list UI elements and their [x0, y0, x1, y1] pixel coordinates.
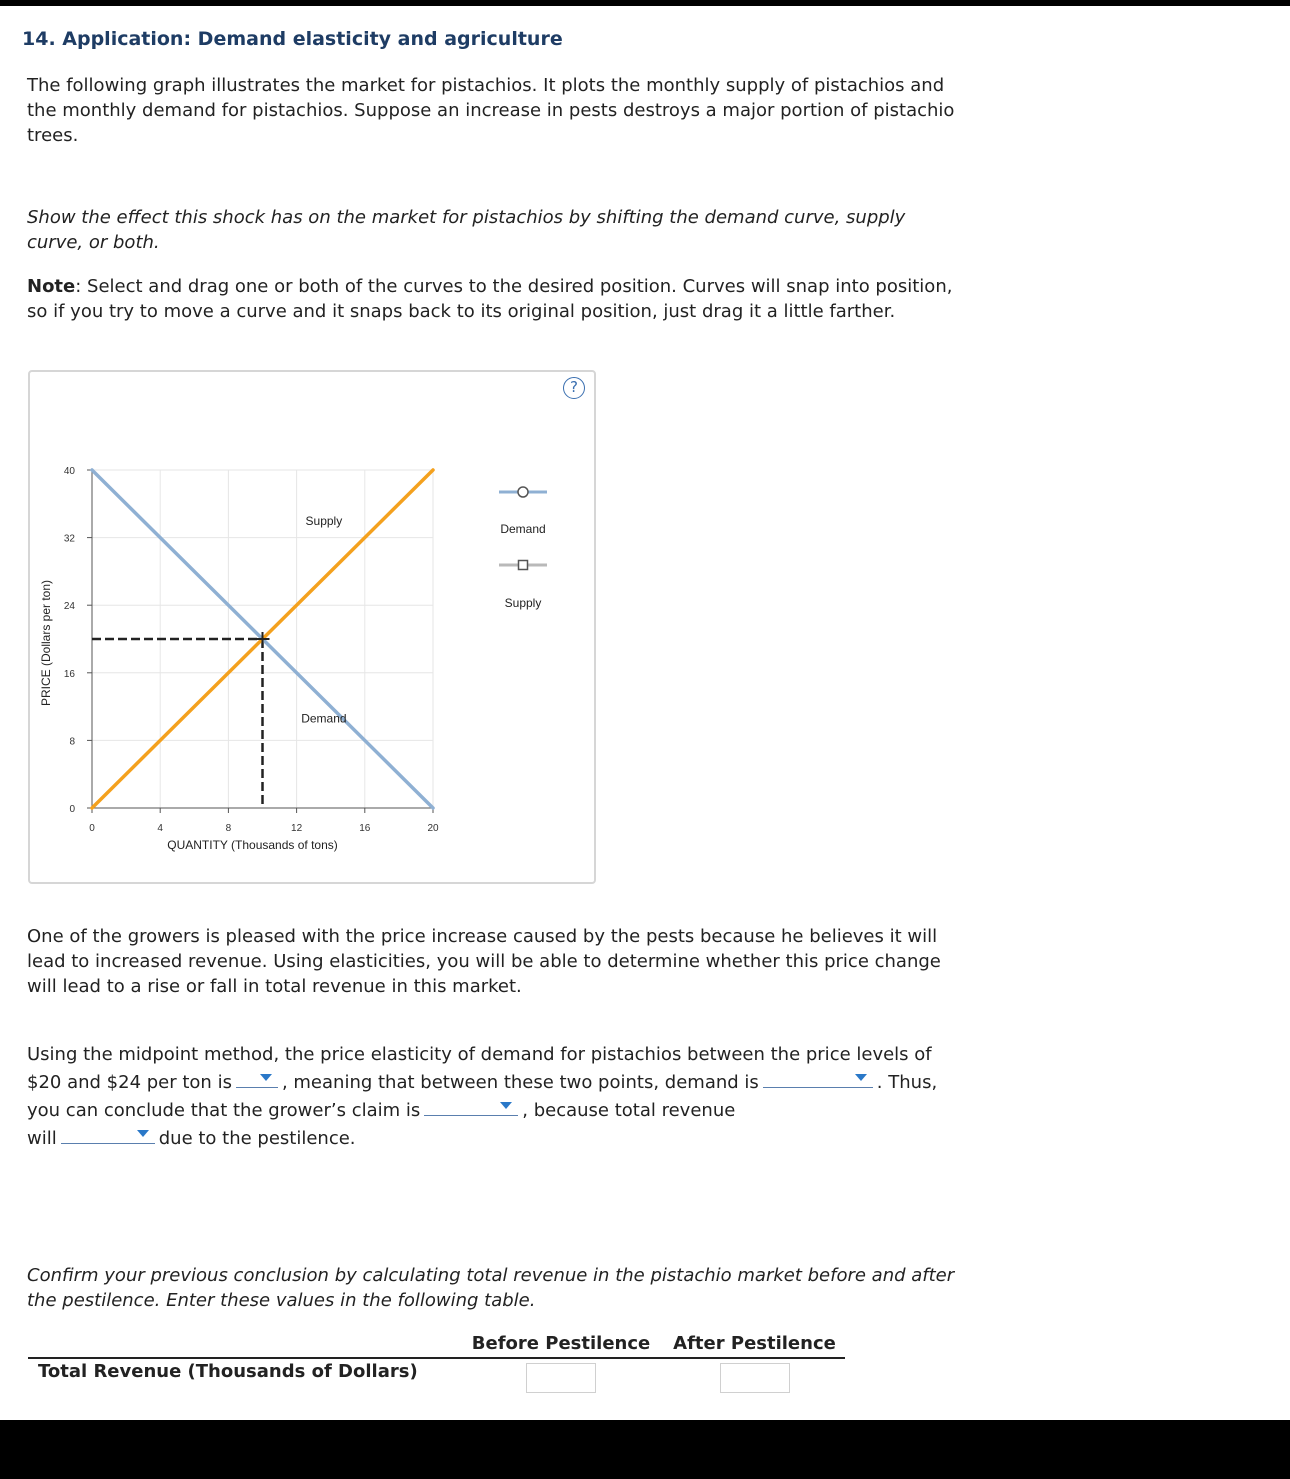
elasticity-value-dropdown[interactable]	[236, 1067, 278, 1088]
x-tick-label: 4	[157, 823, 163, 834]
revenue-after-input[interactable]	[720, 1363, 790, 1393]
question-text-3: .	[876, 1072, 883, 1093]
chevron-down-icon	[137, 1130, 149, 1137]
row-label-total-revenue: Total Revenue (Thousands of Dollars)	[38, 1361, 418, 1382]
page-title: 14. Application: Demand elasticity and agriculture	[22, 28, 563, 50]
column-after-pestilence: After Pestilence	[664, 1331, 845, 1358]
graph-panel	[28, 370, 596, 884]
legend-demand-circle-icon[interactable]	[518, 487, 528, 497]
help-icon[interactable]: ?	[563, 377, 585, 399]
before-cell	[458, 1358, 664, 1394]
revenue-change-dropdown[interactable]	[61, 1123, 155, 1144]
confirm-paragraph: Confirm your previous conclusion by calculating total revenue in the pistachio market before and after the pestilence. Enter these values in the following table.	[27, 1265, 955, 1311]
page	[0, 6, 1290, 1420]
x-tick-label: 12	[291, 823, 303, 834]
intro-paragraph: The following graph illustrates the market for pistachios. It plots the monthly supply of pistachios and the monthly demand for pistachios. Suppose an increase in pests destroys a major portion of pistachio trees.	[27, 75, 955, 146]
after-cell	[664, 1358, 845, 1394]
y-tick-label: 16	[63, 668, 75, 680]
chevron-down-icon	[500, 1102, 512, 1109]
legend-supply-square-icon[interactable]	[519, 561, 528, 570]
y-axis-label: PRICE (Dollars per ton)	[39, 579, 53, 707]
question-text-4: Thus, you can conclude that the grower’s claim is	[27, 1072, 938, 1121]
question-text-7: due to the pestilence.	[158, 1128, 356, 1149]
x-tick-label: 16	[359, 823, 371, 834]
elasticity-question	[27, 1042, 967, 1151]
note-label: Note	[27, 276, 76, 297]
y-tick-label: 0	[69, 804, 75, 815]
y-tick-label: 32	[63, 533, 75, 545]
column-before-pestilence: Before Pestilence	[458, 1331, 664, 1358]
claim-dropdown[interactable]	[424, 1095, 518, 1116]
revenue-before-input[interactable]	[526, 1363, 596, 1393]
revenue-table	[28, 1331, 845, 1394]
demand-curve-label: Demand	[301, 711, 347, 726]
chevron-down-icon	[260, 1074, 272, 1081]
note-text: : Select and drag one or both of the curves to the desired position. Curves will snap into position, so if you try to move a curve and it snaps back to its original position, just drag it a little farther.	[27, 276, 953, 322]
x-tick-label: 20	[427, 823, 439, 834]
x-axis-label: QUANTITY (Thousands of tons)	[167, 838, 338, 852]
question-text-5: , because total revenue	[522, 1100, 736, 1121]
y-tick-label: 40	[63, 466, 75, 477]
legend-supply-label: Supply	[504, 596, 542, 610]
question-text-6: will	[27, 1128, 57, 1149]
y-tick-label: 24	[63, 601, 75, 613]
supply-demand-chart	[30, 372, 594, 882]
y-tick-label: 8	[69, 736, 75, 748]
note-paragraph	[27, 274, 967, 324]
table-header-blank	[28, 1331, 458, 1358]
question-text-2: , meaning that between these two points, demand is	[281, 1072, 759, 1093]
legend-demand-label: Demand	[500, 522, 546, 536]
demand-type-dropdown[interactable]	[763, 1067, 873, 1088]
x-tick-label: 0	[89, 823, 95, 834]
instruction-paragraph: Show the effect this shock has on the market for pistachios by shifting the demand curve, supply curve, or both.	[27, 207, 906, 253]
x-tick-label: 8	[225, 823, 232, 834]
elasticity-paragraph: One of the growers is pleased with the price increase caused by the pests because he believes it will lead to increased revenue. Using elasticities, you will be able to determine whether this price change will lead to a rise or fall in total revenue in this market.	[27, 926, 941, 997]
table-row	[28, 1358, 845, 1394]
supply-curve-label: Supply	[305, 513, 343, 528]
question-text-1: Using the midpoint method, the price elasticity of demand for pistachios between the price levels of $20 and $24 per ton is	[27, 1044, 932, 1093]
chevron-down-icon	[855, 1074, 867, 1081]
